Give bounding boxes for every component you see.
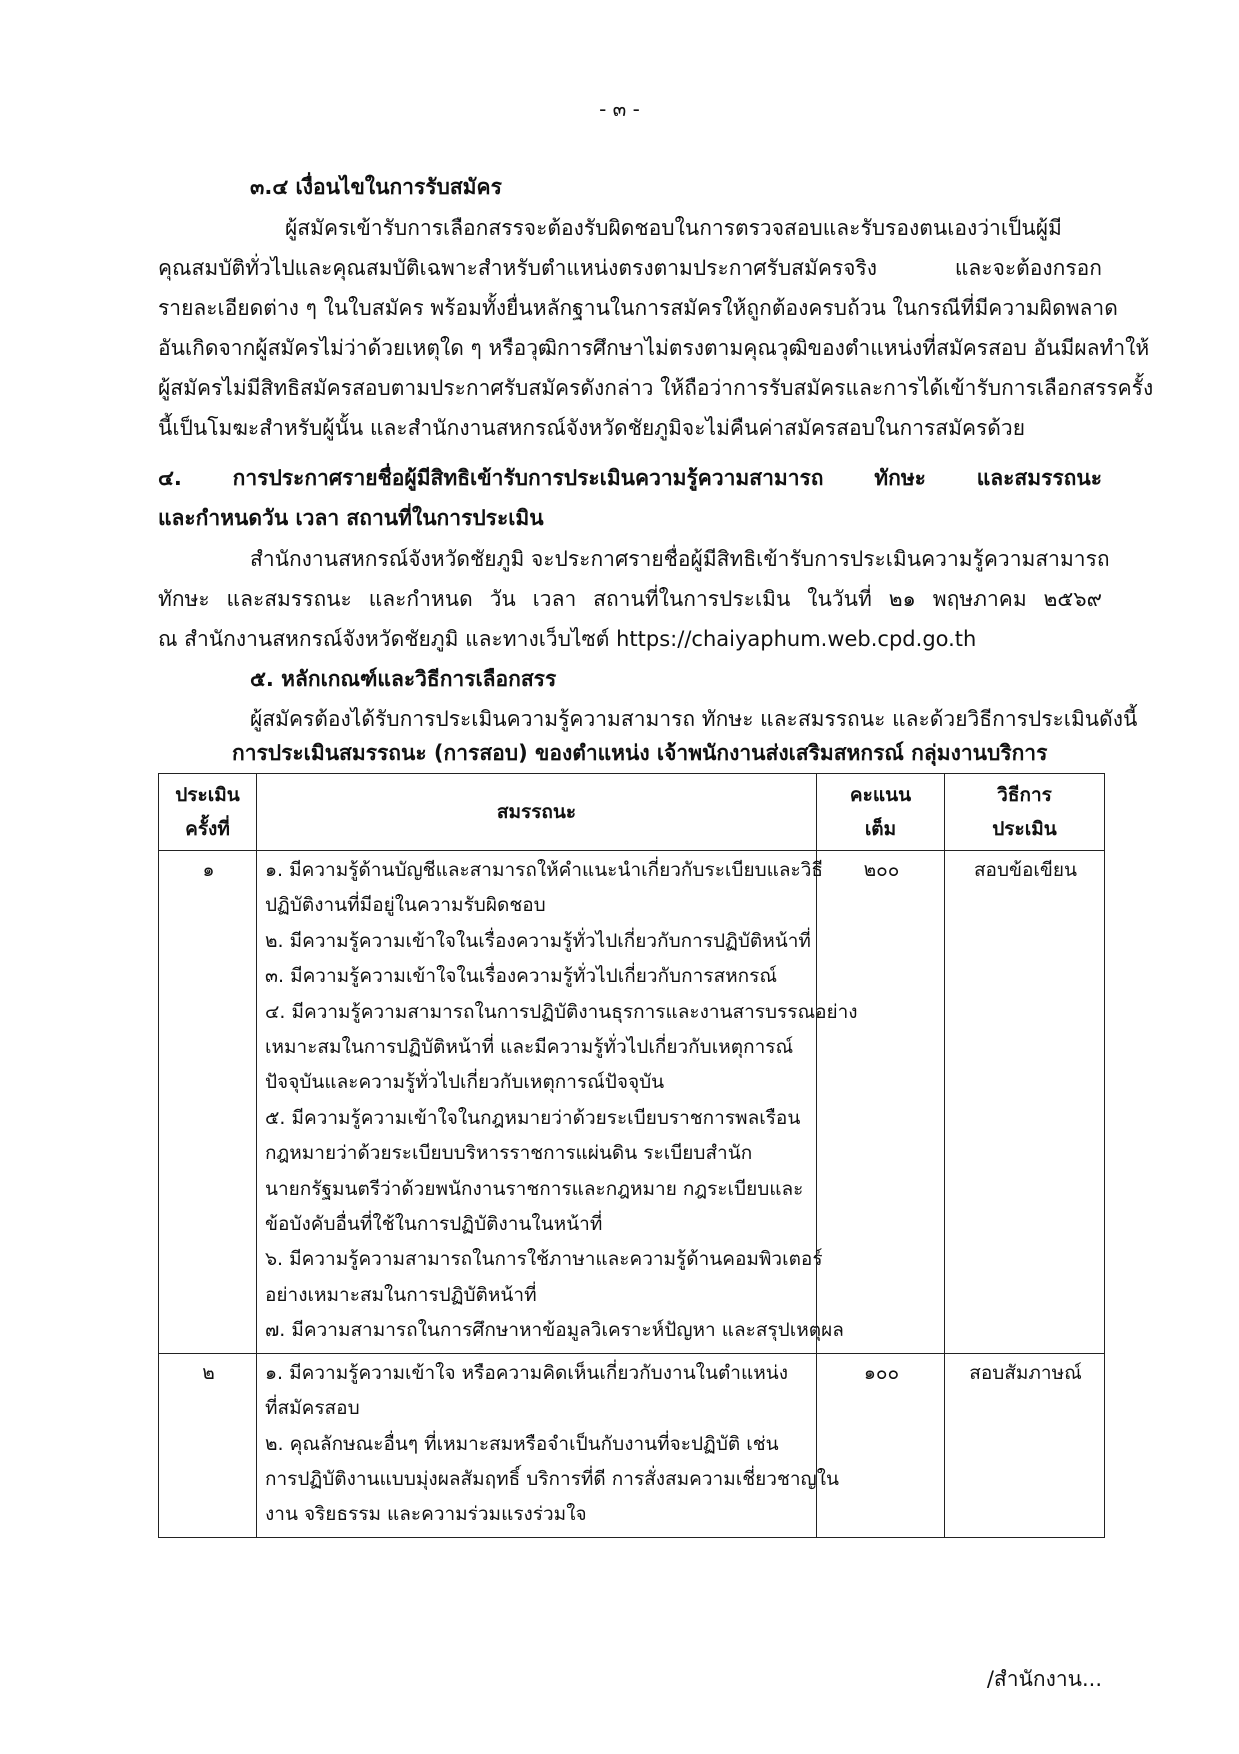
competency-cell: [257, 851, 858, 1354]
score-cell: ๑๐๐: [817, 1353, 945, 1537]
competency-item: นายกรัฐมนตรีว่าด้วยพนักงานราชการและกฎหมาย กฎระเบียบและ: [265, 1177, 804, 1200]
section-4-heading: ๔. การประกาศรายชื่อผู้มีสิทธิเข้ารับการประเมินความรู้ความสามารถ ทักษะ และสมรรถนะ: [158, 466, 1102, 490]
header-competency: สมรรถนะ: [257, 774, 817, 851]
table-row: [159, 1353, 1105, 1537]
section-3-4-line: นี้เป็นโมฆะสำหรับผู้นั้น และสำนักงานสหกรณ์จังหวัดชัยภูมิจะไม่คืนค่าสมัครสอบในการสมัครด้วย: [158, 416, 1026, 440]
score-cell: ๒๐๐: [817, 851, 945, 1354]
round-cell: ๑: [159, 851, 257, 1354]
section-5-line: ผู้สมัครต้องได้รับการประเมินความรู้ความสามารถ ทักษะ และสมรรถนะ และด้วยวิธีการประเมินดังนี้: [250, 707, 1138, 731]
competency-item: เหมาะสมในการปฏิบัติหน้าที่ และมีความรู้ทั่วไปเกี่ยวกับเหตุการณ์: [265, 1036, 794, 1059]
competency-item: ข้อบังคับอื่นที่ใช้ในการปฏิบัติงานในหน้าที่: [265, 1213, 603, 1236]
competency-cell: [257, 1353, 839, 1537]
section-3-4-line: รายละเอียดต่าง ๆ ในใบสมัคร พร้อมทั้งยื่นหลักฐานในการสมัครให้ถูกต้องครบถ้วน ในกรณีที่มีความผิดพลาด: [158, 296, 1118, 320]
competency-item: ๒. คุณลักษณะอื่นๆ ที่เหมาะสมหรือจำเป็นกับงานที่จะปฏิบัติ เช่น: [265, 1432, 779, 1455]
section-3-4-heading: ๓.๔ เงื่อนไขในการรับสมัคร: [250, 175, 502, 199]
competency-table: [158, 773, 1105, 1538]
continuation-note: /สำนักงาน...: [986, 1667, 1102, 1691]
competency-item: อย่างเหมาะสมในการปฏิบัติหน้าที่: [265, 1283, 537, 1306]
competency-item: ๖. มีความรู้ความสามารถในการใช้ภาษาและความรู้ด้านคอมพิวเตอร์: [265, 1248, 823, 1271]
header-round: ประเมิน ครั้งที่: [159, 774, 257, 851]
competency-item: ๕. มีความรู้ความเข้าใจในกฎหมายว่าด้วยระเบียบราชการพลเรือน: [265, 1106, 801, 1129]
section-4-line: ณ สำนักงานสหกรณ์จังหวัดชัยภูมิ และทางเว็บไซต์ https://chaiyaphum.web.cpd.go.th: [158, 627, 977, 651]
section-3-4-line: ผู้สมัครเข้ารับการเลือกสรรจะต้องรับผิดชอบในการตรวจสอบและรับรองตนเองว่าเป็นผู้มี: [285, 216, 1062, 240]
competency-item: ที่สมัครสอบ: [265, 1397, 360, 1420]
competency-item: ๓. มีความรู้ความเข้าใจในเรื่องความรู้ทั่วไปเกี่ยวกับการสหกรณ์: [265, 965, 777, 988]
competency-item: ปฏิบัติงานที่มีอยู่ในความรับผิดชอบ: [265, 894, 546, 917]
header-score: คะแนน เต็ม: [817, 774, 945, 851]
competency-item: ๒. มีความรู้ความเข้าใจในเรื่องความรู้ทั่วไปเกี่ยวกับการปฏิบัติหน้าที่: [265, 929, 811, 952]
section-3-4-line: ผู้สมัครไม่มีสิทธิสมัครสอบตามประกาศรับสมัครดังกล่าว ให้ถือว่าการรับสมัครและการได้เข้ารับการเลือกสรรครั้ง: [158, 376, 1154, 400]
round-cell: ๒: [159, 1353, 257, 1537]
competency-item: กฎหมายว่าด้วยระเบียบบริหารราชการแผ่นดิน ระเบียบสำนัก: [265, 1142, 753, 1165]
competency-item: ปัจจุบันและความรู้ทั่วไปเกี่ยวกับเหตุการณ์ปัจจุบัน: [265, 1071, 665, 1094]
competency-item: ๔. มีความรู้ความสามารถในการปฏิบัติงานธุรการและงานสารบรรณอย่าง: [265, 1000, 858, 1023]
competency-item: ๑. มีความรู้ด้านบัญชีและสามารถให้คำแนะนำเกี่ยวกับระเบียบและวิธี: [265, 859, 824, 881]
page-number: - ๓ -: [599, 97, 640, 121]
section-3-4-line: คุณสมบัติทั่วไปและคุณสมบัติเฉพาะสำหรับตำแหน่งตรงตามประกาศรับสมัครจริง และจะต้องกรอก: [158, 256, 1102, 280]
competency-item: ๗. มีความสามารถในการศึกษาหาข้อมูลวิเคราะห์ปัญหา และสรุปเหตุผล: [265, 1319, 844, 1342]
method-cell: สอบสัมภาษณ์: [945, 1353, 1105, 1537]
section-3-4-line: อันเกิดจากผู้สมัครไม่ว่าด้วยเหตุใด ๆ หรือวุฒิการศึกษาไม่ตรงตามคุณวุฒิของตำแหน่งที่สมัครสอบ อันมีผลทำให้: [158, 336, 1150, 360]
competency-item: การปฏิบัติงานแบบมุ่งผลสัมฤทธิ์ บริการที่ดี การสั่งสมความเชี่ยวชาญใน: [265, 1467, 839, 1490]
table-row: [159, 851, 1105, 1354]
section-4-heading-cont: และกำหนดวัน เวลา สถานที่ในการประเมิน: [158, 506, 544, 530]
section-4-line: สำนักงานสหกรณ์จังหวัดชัยภูมิ จะประกาศรายชื่อผู้มีสิทธิเข้ารับการประเมินความรู้ความสามารถ: [250, 547, 1110, 571]
table-header-row: [159, 774, 1105, 851]
competency-item: ๑. มีความรู้ความเข้าใจ หรือความคิดเห็นเกี่ยวกับงานในตำแหน่ง: [265, 1361, 788, 1384]
section-5-heading: ๕. หลักเกณฑ์และวิธีการเลือกสรร: [250, 667, 557, 691]
method-cell: สอบข้อเขียน: [945, 851, 1105, 1354]
table-title: การประเมินสมรรถนะ (การสอบ) ของตำแหน่ง เจ้าพนักงานส่งเสริมสหกรณ์ กลุ่มงานบริการ: [232, 741, 1048, 765]
header-method: วิธีการ ประเมิน: [945, 774, 1105, 851]
section-4-line: ทักษะ และสมรรถนะ และกำหนด วัน เวลา สถานที่ในการประเมิน ในวันที่ ๒๑ พฤษภาคม ๒๕๖๙: [158, 587, 1103, 611]
competency-item: งาน จริยธรรม และความร่วมแรงร่วมใจ: [265, 1503, 587, 1526]
